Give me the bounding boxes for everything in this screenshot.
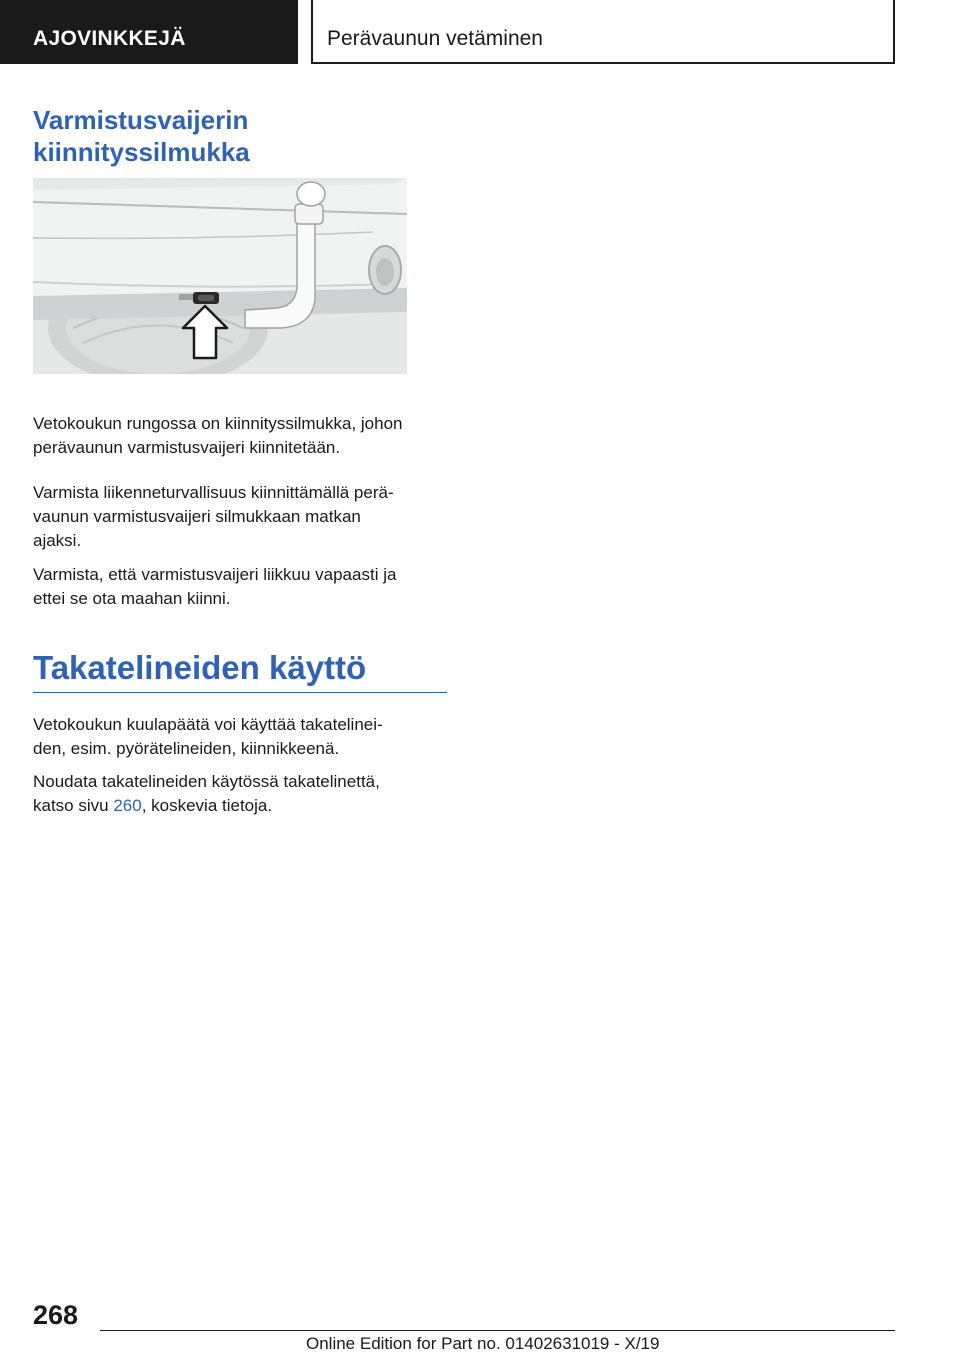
section-heading-rear-carriers: Takatelineiden käyttö — [33, 646, 447, 693]
header-section-tab: AJOVINKKEJÄ — [0, 0, 298, 64]
paragraph-line-prefix: katso sivu — [33, 796, 114, 815]
heading-line-2: kiinnityssilmukka — [33, 137, 250, 167]
page-number: 268 — [33, 1300, 79, 1330]
paragraph-secure-cable — [33, 481, 453, 553]
towbar-eyelet-illustration — [33, 178, 407, 374]
paragraph-line: ettei se ota maahan kiinni. — [33, 589, 231, 608]
paragraph-cable-free-movement — [33, 563, 453, 611]
page-link-260[interactable]: 260 — [113, 796, 142, 815]
paragraph-line: Varmista, että varmistusvaijeri liikkuu vapaasti ja — [33, 565, 397, 584]
paragraph-line: Noudata takatelineiden käytössä takatelinettä, — [33, 772, 380, 791]
paragraph-eyelet-description: Vetokoukun rungossa on kiinnityssilmukka, johon perävaunun varmistusvaijeri kiinnitetään. — [33, 414, 403, 457]
footer-divider — [100, 1330, 895, 1331]
footer-edition-text: Online Edition for Part no. 01402631019 - X/19 — [306, 1334, 660, 1353]
paragraph-rear-carrier-mount — [33, 713, 453, 761]
paragraph-line: Vetokoukun kuulapäätä voi käyttää takatelinei- — [33, 715, 383, 734]
paragraph-line: vaunun varmistusvaijeri silmukkaan matkan — [33, 507, 361, 526]
header-chapter-title: Perävaunun vetäminen — [311, 0, 895, 64]
paragraph-line: den, esim. pyörätelineiden, kiinnikkeenä. — [33, 739, 340, 758]
towbar-illustration-icon — [33, 178, 407, 374]
heading-line-1: Varmistusvaijerin — [33, 105, 249, 135]
paragraph-line-suffix: , koskevia tietoja. — [141, 796, 273, 815]
section-heading-safety-cable-eyelet — [33, 104, 453, 168]
paragraph-line: ajaksi. — [33, 531, 82, 550]
paragraph-line: Varmista liikenneturvallisuus kiinnittämällä perä- — [33, 483, 394, 502]
paragraph-rear-carrier-reference — [33, 770, 453, 818]
